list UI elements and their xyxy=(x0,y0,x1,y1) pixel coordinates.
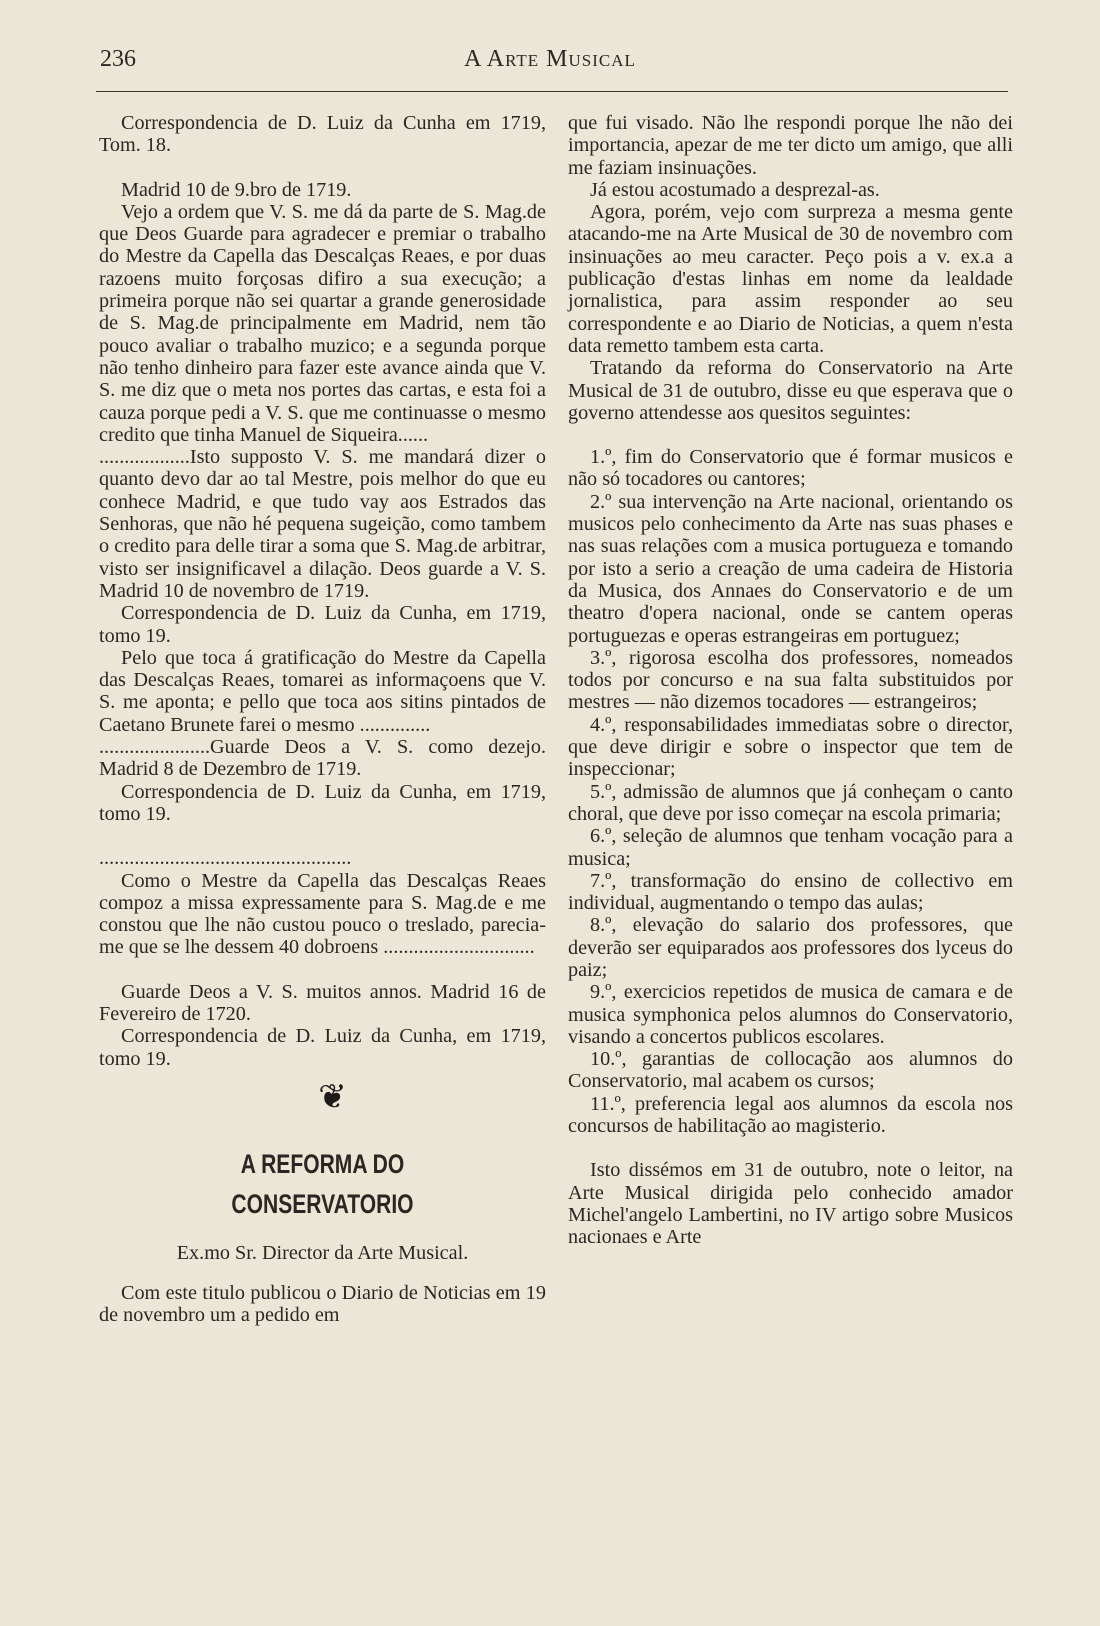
fleuron-ornament: ❦ xyxy=(318,1078,347,1116)
spacer xyxy=(568,1137,1013,1159)
list-item: 10.º, garantias de collocação aos alumnos do Conservatorio, mal acabem os cursos; xyxy=(568,1048,1013,1093)
paragraph: Vejo a ordem que V. S. me dá da parte de S. Mag.de que Deos Guarde para agradecer e premiar o trabalho do Mestre da Capella das Descalças Reaes, e por duas razoens muito forçosas difiro a sua execução; a primeira porque não sei quartar a grande generosidade de S. Mag.de principalmente em Madrid, nem tão pouco avaliar o trabalho muzico; e a segunda porque não tenho dinheiro para fazer este avance ainda que V. S. me diz que o meta nos portes das cartas, e esta foi a cauza porque pedi a V. S. que me continuasse o mesmo credito que tinha Manuel de Siqueira...... xyxy=(99,200,546,446)
list-item: 7.º, transformação do ensino de collectivo em individual, augmentando o tempo das aulas; xyxy=(568,869,1013,915)
list-item: 6.º, seleção de alumnos que tenham vocação para a musica; xyxy=(568,825,1013,870)
paragraph: Já estou acostumado a desprezal-as. xyxy=(590,178,880,201)
list-item: 2.º sua intervenção na Arte nacional, orientando os musicos pelo conhecimento da Arte nas suas phases e nas suas relações com a musica portugueza e tomando por isto a serio a creação de uma cadeira de Historia da Musica, dos Annaes do Conservatorio e de um theatro d'opera nacional, onde se cantem operas portuguezas e operas estrangeiras em portuguez; xyxy=(568,490,1013,647)
quesitos-list xyxy=(568,446,1013,1137)
spacer xyxy=(568,424,1013,446)
list-item: 1.º, fim do Conservatorio que é formar musicos e não só tocadores ou cantores; xyxy=(568,446,1013,491)
dateline: Madrid 10 de 9.bro de 1719. xyxy=(121,178,352,201)
paragraph: ......................Guarde Deos a V. S. como dezejo. Madrid 8 de Dezembro de 1719. xyxy=(99,736,546,781)
spacer xyxy=(99,157,546,179)
paragraph: Isto dissémos em 31 de outubro, note o leitor, na Arte Musical dirigida pelo conhecido amador Michel'angelo Lambertini, no IV artigo sobre Musicos nacionaes e Arte xyxy=(568,1159,1013,1249)
paragraph: Correspondencia de D. Luiz da Cunha, em 1719, tomo 19. xyxy=(99,780,546,825)
paragraph: que fui visado. Não lhe respondi porque lhe não dei importancia, apezar de me ter dicto um amigo, que alli me faziam insinuações. xyxy=(568,112,1013,179)
paragraph: Guarde Deos a V. S. muitos annos. Madrid 16 de Fevereiro de 1720. xyxy=(99,980,546,1025)
page-number: 236 xyxy=(100,46,136,72)
ellipsis-line: .................................................. xyxy=(99,847,352,870)
left-column xyxy=(99,112,546,1327)
list-item: 9.º, exercicios repetidos de musica de camara e de musica symphonica pelos alumnos do Conservatorio, visando a concertos publicos escolares. xyxy=(568,981,1013,1048)
paragraph: Correspondencia de D. Luiz da Cunha, em 1719, tomo 19. xyxy=(99,1025,546,1070)
paragraph: Correspondencia de D. Luiz da Cunha em 1719, Tom. 18. xyxy=(99,112,546,157)
salutation: Ex.mo Sr. Director da Arte Musical. xyxy=(176,1241,469,1264)
running-title: A Arte Musical xyxy=(464,46,636,72)
list-item: 3.º, rigorosa escolha dos professores, nomeados todos por concurso e na sua falta substituidos por mestres — não dizemos tocadores — estrangeiros; xyxy=(568,646,1013,714)
spacer xyxy=(99,959,546,981)
paragraph: Como o Mestre da Capella das Descalças Reaes compoz a missa expressamente para S. Mag.de e me constou que lhe não custou pouco o treslado, parecia-me que se lhe dessem 40 dobroens .............................. xyxy=(99,869,546,959)
list-item: 8.º, elevação do salario dos professores, que deverão ser equiparados aos professores dos lyceus do paiz; xyxy=(568,914,1013,981)
paragraph: Pelo que toca á gratificação do Mestre da Capella das Descalças Reaes, tomarei as informaçoens que V. S. me aponta; e pello que toca aos sitins pintados de Caetano Brunete farei o mesmo .............. xyxy=(99,646,546,736)
header-rule xyxy=(96,91,1008,92)
paragraph: Tratando da reforma do Conservatorio na Arte Musical de 31 de outubro, disse eu que esperava que o governo attendesse aos quesitos seguintes: xyxy=(568,357,1013,424)
list-item: 4.º, responsabilidades immediatas sobre o director, que deve dirigir e sobre o inspector que tem de inspeccionar; xyxy=(568,713,1013,781)
list-item: 5.º, admissão de alumnos que já conheçam o canto choral, que deve por isso começar na escola primaria; xyxy=(568,780,1013,825)
paragraph: Correspondencia de D. Luiz da Cunha, em 1719, tomo 19. xyxy=(99,602,546,647)
right-column xyxy=(568,112,1013,1249)
section-heading: A REFORMA DO CONSERVATORIO xyxy=(231,1148,414,1219)
list-item: 11.º, preferencia legal aos alumnos da escola nos concursos de habilitação ao magisterio. xyxy=(568,1092,1013,1138)
paragraph: ..................Isto supposto V. S. me mandará dizer o quanto devo dar ao tal Mestre, pois melhor do que eu conhece Madrid, e que tudo vay aos Estrados das Senhoras, que não hé pequena sugeição, como tambem o credito para delle tirar a soma que S. Mag.de arbitrar, visto ser insignificavel a dilação. Deos guarde a V. S. Madrid 10 de novembro de 1719. xyxy=(99,446,546,602)
paragraph: Agora, porém, vejo com surpreza a mesma gente atacando-me na Arte Musical de 30 de novembro com insinuações ao meu caracter. Peço pois a v. ex.a a publicação d'estas linhas em nome da lealdade jornalistica, para assim responder ao seu correspondente e ao Diario de Noticias, a quem n'esta data remetto tambem esta carta. xyxy=(568,201,1013,357)
spacer xyxy=(99,825,546,847)
paragraph: Com este titulo publicou o Diario de Noticias em 19 de novembro um a pedido em xyxy=(99,1282,546,1327)
